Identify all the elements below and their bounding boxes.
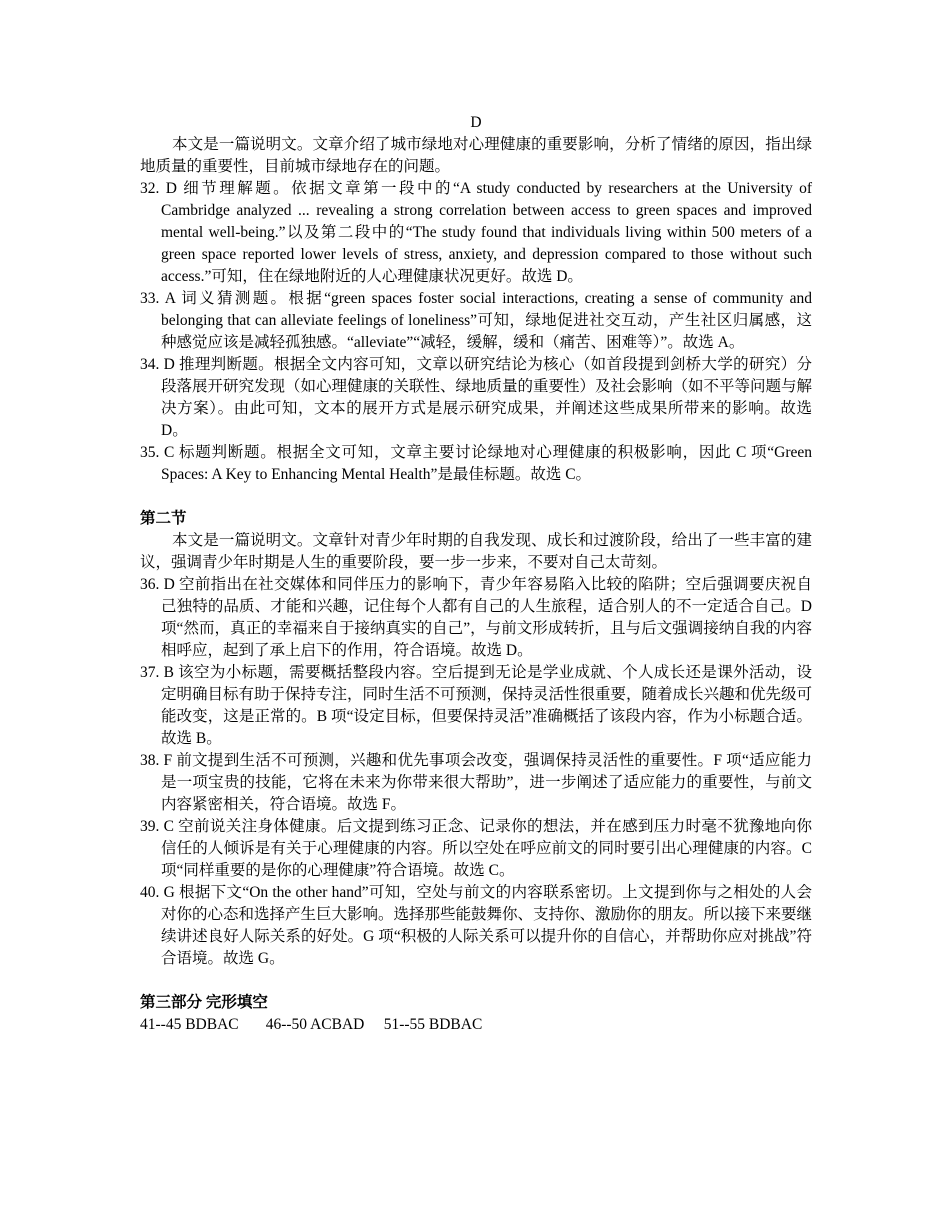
answer-key-page: [140, 112, 812, 1036]
passage-label: D: [470, 114, 482, 131]
answer-item-33: 33. A 词义猜测题。根据“green spaces foster social interactions, creating a sense of community and belonging that can alleviate feelings of loneliness”可知，绿地促进社交互动，产生社区归属感，这种感觉应该是减轻孤独感。“alleviate”“减轻，缓解，缓和（痛苦、困难等）”。故选 A。: [140, 290, 812, 351]
answer-item-39: 39. C 空前说关注身体健康。后文提到练习正念、记录你的想法，并在感到压力时毫不犹豫地向你信任的人倾诉是有关于心理健康的内容。所以空处在呼应前文的同时要引出心理健康的内容。C 项“同样重要的是你的心理健康”符合语境。故选 C。: [140, 818, 812, 879]
answer-item-37: 37. B 该空为小标题，需要概括整段内容。空后提到无论是学业成就、个人成长还是课外活动，设定明确目标有助于保持专注，同时生活不可预测，保持灵活性很重要，随着成长兴趣和优先级可能改变，这是正常的。B 项“设定目标，但要保持灵活”准确概括了该段内容，作为小标题合适。故选 B。: [140, 664, 813, 747]
passage-d-summary: 本文是一篇说明文。文章介绍了城市绿地对心理健康的重要影响，分析了情绪的原因，指出绿地质量的重要性，目前城市绿地存在的问题。: [140, 136, 812, 175]
answer-item-38: 38. F 前文提到生活不可预测，兴趣和优先事项会改变，强调保持灵活性的重要性。F 项“适应能力是一项宝贵的技能，它将在未来为你带来很大帮助”，进一步阐述了适应能力的重要性，与前文内容紧密相关，符合语境。故选 F。: [140, 752, 812, 813]
section2-title: 第二节: [140, 510, 187, 527]
answer-item-35: 35. C 标题判断题。根据全文可知，文章主要讨论绿地对心理健康的积极影响，因此 C 项“Green Spaces: A Key to Enhancing Mental Health”是最佳标题。故选 C。: [140, 444, 812, 483]
answer-item-36: 36. D 空前指出在社交媒体和同伴压力的影响下，青少年容易陷入比较的陷阱；空后强调要庆祝自己独特的品质、才能和兴趣，记住每个人都有自己的人生旅程，适合别人的不一定适合自己。D 项“然而，真正的幸福来自于接纳真实的自己”，与前文形成转折，且与后文强调接纳自我的内容相呼应，起到了承上启下的作用，符合语境。故选 D。: [140, 576, 812, 659]
section2-summary: 本文是一篇说明文。文章针对青少年时期的自我发现、成长和过渡阶段，给出了一些丰富的建议，强调青少年时期是人生的重要阶段，要一步一步来，不要对自己太苛刻。: [140, 532, 812, 571]
cloze-answers: 41--45 BDBAC 46--50 ACBAD 51--55 BDBAC: [140, 1016, 483, 1033]
answer-item-32: 32. D 细节理解题。依据文章第一段中的“A study conducted by researchers at the University of Cambridge analyzed ... revealing a strong correlation between access to green spaces and improved mental well-being.”以及第二段中的“The study found that individuals living within 500 meters of a green space reported lower levels of stress, anxiety, and depression compared to those without such access.”可知，住在绿地附近的人心理健康状况更好。故选 D。: [140, 180, 812, 285]
answer-item-34: 34. D 推理判断题。根据全文内容可知，文章以研究结论为核心（如首段提到剑桥大学的研究）分段落展开研究发现（如心理健康的关联性、绿地质量的重要性）及社会影响（如不平等问题与解决方案）。由此可知，文本的展开方式是展示研究成果，并阐述这些成果所带来的影响。故选 D。: [140, 356, 813, 439]
answer-item-40: 40. G 根据下文“On the other hand”可知，空处与前文的内容联系密切。上文提到你与之相处的人会对你的心态和选择产生巨大影响。选择那些能鼓舞你、支持你、激励你的朋友。所以接下来要继续讲述良好人际关系的好处。G 项“积极的人际关系可以提升你的自信心，并帮助你应对挑战”符合语境。故选 G。: [140, 884, 813, 967]
section3-title: 第三部分 完形填空: [140, 994, 268, 1011]
